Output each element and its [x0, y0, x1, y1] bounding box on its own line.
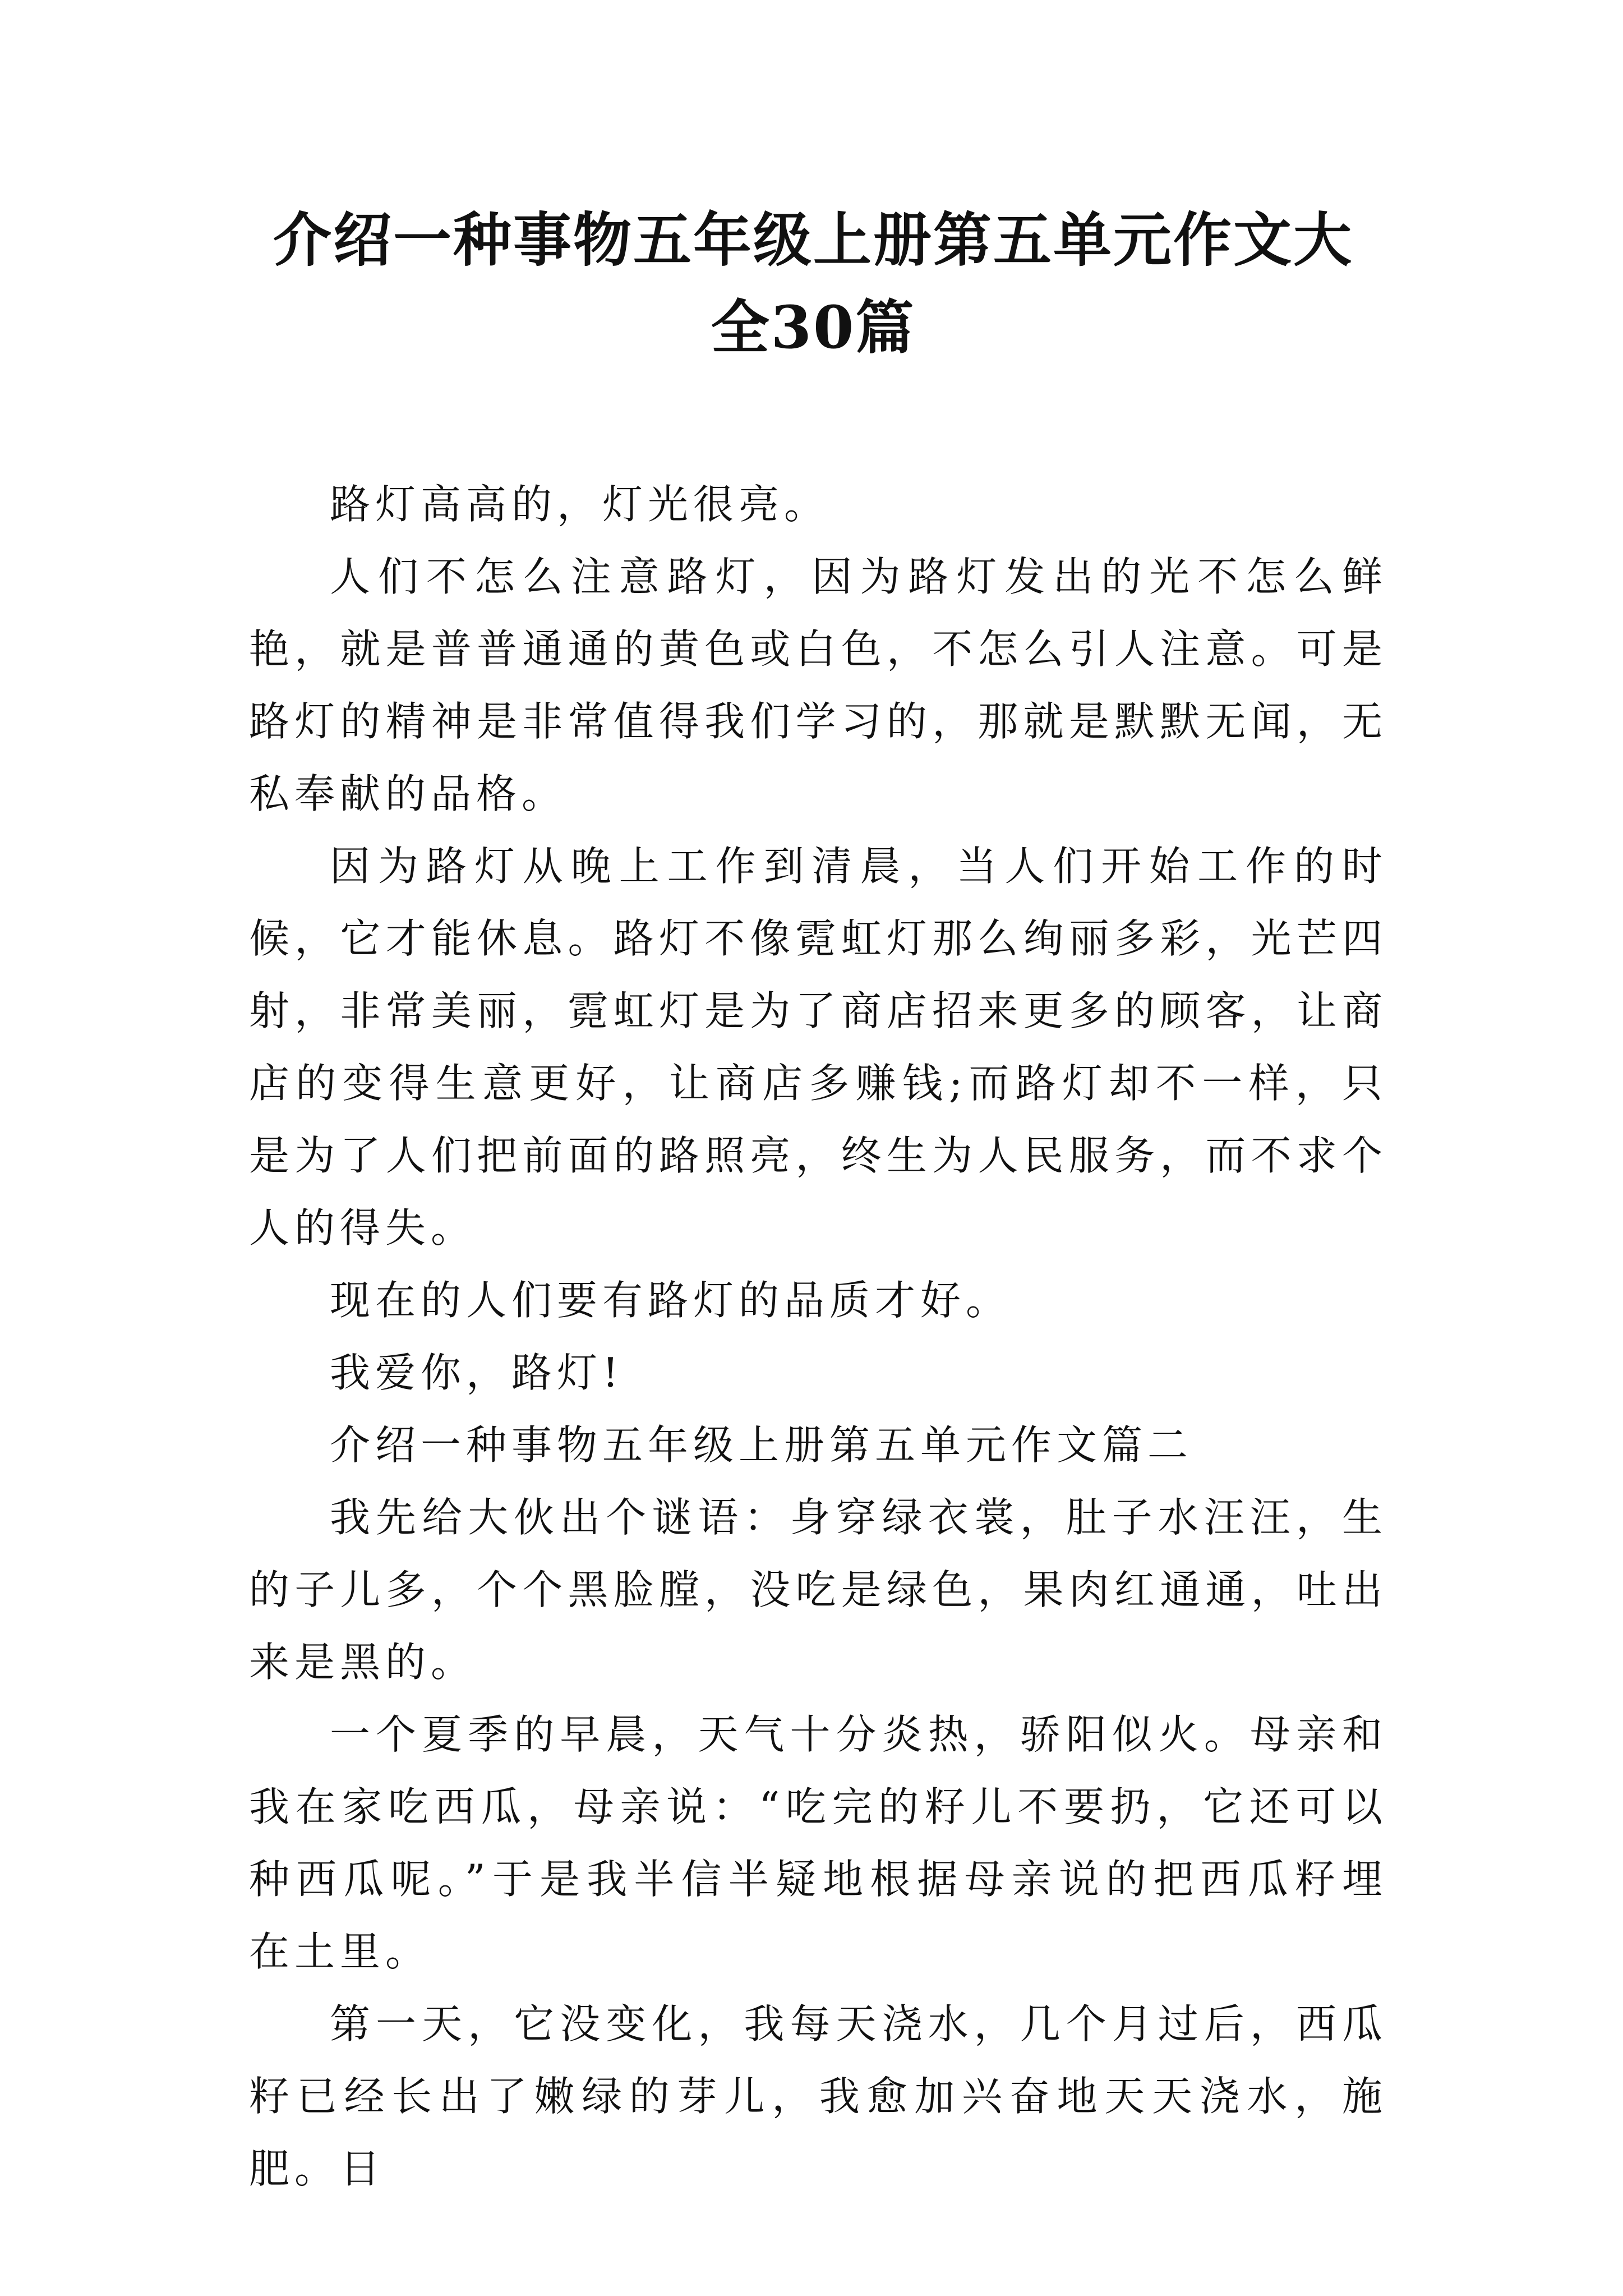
- paragraph: 第一天，它没变化，我每天浇水，几个月过后，西瓜籽已经长出了嫩绿的芽儿，我愈加兴奋地天天浇水，施肥。日: [249, 2000, 1387, 2192]
- paragraph: 因为路灯从晚上工作到清晨，当人们开始工作的时候，它才能休息。路灯不像霓虹灯那么绚丽多彩，光芒四射，非常美丽，霓虹灯是为了商店招来更多的顾客，让商店的变得生意更好，让商店多赚钱;而路灯却不一样，只是为了人们把前面的路照亮，终生为人民服务，而不求个人的得失。: [249, 843, 1387, 1251]
- title-line-1: 介绍一种事物五年级上册第五单元作文大: [273, 205, 1353, 274]
- paragraph: 我先给大伙出个谜语：身穿绿衣裳，肚子水汪汪，生的子儿多，个个黑脸膛，没吃是绿色，果肉红通通，吐出来是黑的。: [249, 1494, 1387, 1686]
- paragraph: 现在的人们要有路灯的品质才好。: [330, 1277, 1012, 1324]
- paragraph: 人们不怎么注意路灯，因为路灯发出的光不怎么鲜艳，就是普普通通的黄色或白色，不怎么引人注意。可是路灯的精神是非常值得我们学习的，那就是默默无闻，无私奉献的品格。: [249, 553, 1387, 817]
- document-title: [185, 196, 1441, 371]
- section-heading: 介绍一种事物五年级上册第五单元作文篇二: [330, 1421, 1193, 1469]
- paragraph: 一个夏季的早晨，天气十分炎热，骄阳似火。母亲和我在家吃西瓜，母亲说：“吃完的籽儿不要扔，它还可以种西瓜呢。”于是我半信半疑地根据母亲说的把西瓜籽埋在土里。: [249, 1711, 1387, 1975]
- paragraph: 路灯高高的，灯光很亮。: [330, 481, 830, 528]
- document-body: [249, 468, 1387, 2205]
- title-line-2: 全30篇: [711, 293, 916, 362]
- paragraph: 我爱你，路灯!: [330, 1349, 624, 1396]
